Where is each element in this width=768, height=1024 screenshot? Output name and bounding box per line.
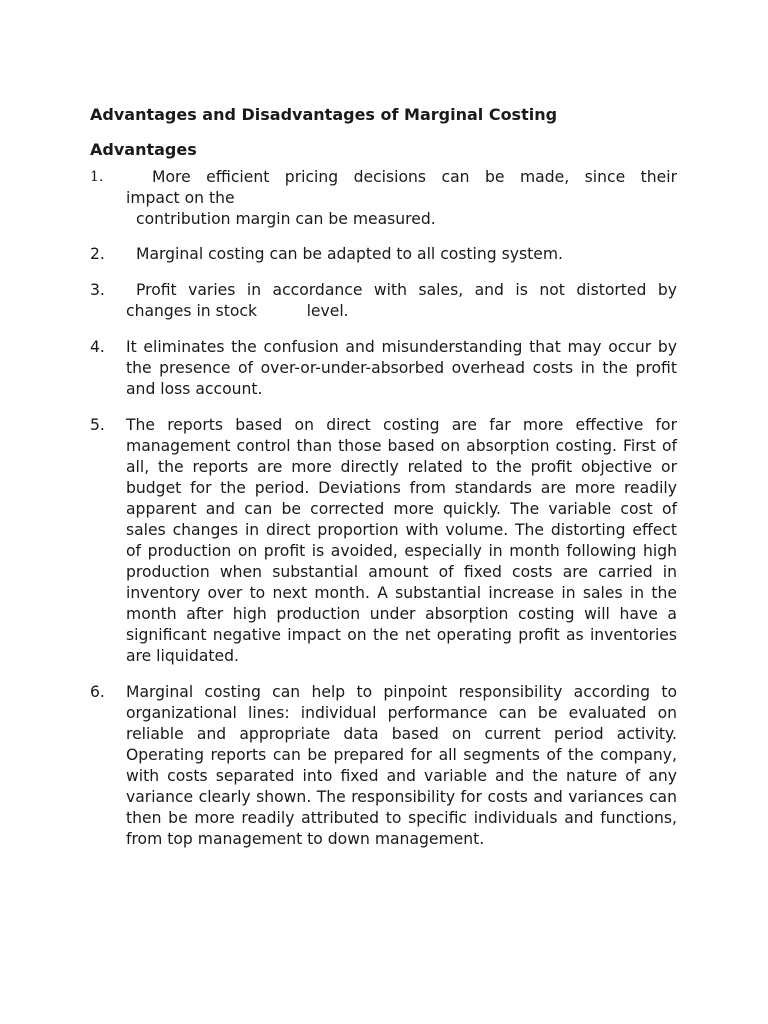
item-text-line: contribution margin can be measured. (136, 210, 436, 228)
item-number: 5. (90, 416, 105, 434)
item-text-line: impact on the (126, 189, 235, 207)
item-text-line: Profit varies in accordance with sales, and is not distorted by (136, 281, 677, 299)
item-text: Marginal costing can be adapted to all costing system. (136, 245, 563, 263)
list-item (90, 415, 677, 667)
item-text-line: More efficient pricing decisions can be made, since their (152, 168, 677, 186)
list-item (90, 682, 677, 850)
item-text: Marginal costing can help to pinpoint responsibility according to organizational lines: individual performance can be evaluated on reliable and appropriate data based on current period activity. Operating reports can be prepared for all segments of the company, with costs separated into fixed and variable and the nature of any variance clearly shown. The responsibility for costs and variances can then be more readily attributed to specific individuals and functions, from top management to down management. (126, 683, 677, 848)
item-text: The reports based on direct costing are far more effective for management control than those based on absorption costing. First of all, the reports are more directly related to the profit objective or budget for the period. Deviations from standards are more readily apparent and can be corrected more quickly. The variable cost of sales changes in direct proportion with volume. The distorting effect of production on profit is avoided, especially in month following high production when substantial amount of fixed costs are carried in inventory over to next month. A substantial increase in sales in the month after high production under absorption costing will have a significant negative impact on the net operating profit as inventories are liquidated. (126, 416, 677, 665)
item-number: 1. (90, 169, 104, 185)
item-number: 6. (90, 683, 105, 701)
item-number: 2. (90, 245, 105, 263)
item-text: It eliminates the confusion and misunderstanding that may occur by the presence of over-or-under-absorbed overhead costs in the profit and loss account. (126, 338, 677, 398)
section-heading-advantages: Advantages (90, 140, 197, 159)
document-title: Advantages and Disadvantages of Marginal Costing (90, 105, 558, 124)
item-number: 3. (90, 281, 105, 299)
item-text-line: changes in stock level. (126, 302, 349, 320)
document-page (90, 104, 677, 865)
list-item (90, 280, 677, 322)
list-item (90, 337, 677, 400)
list-item (90, 244, 677, 265)
list-item (90, 167, 677, 230)
item-number: 4. (90, 338, 105, 356)
